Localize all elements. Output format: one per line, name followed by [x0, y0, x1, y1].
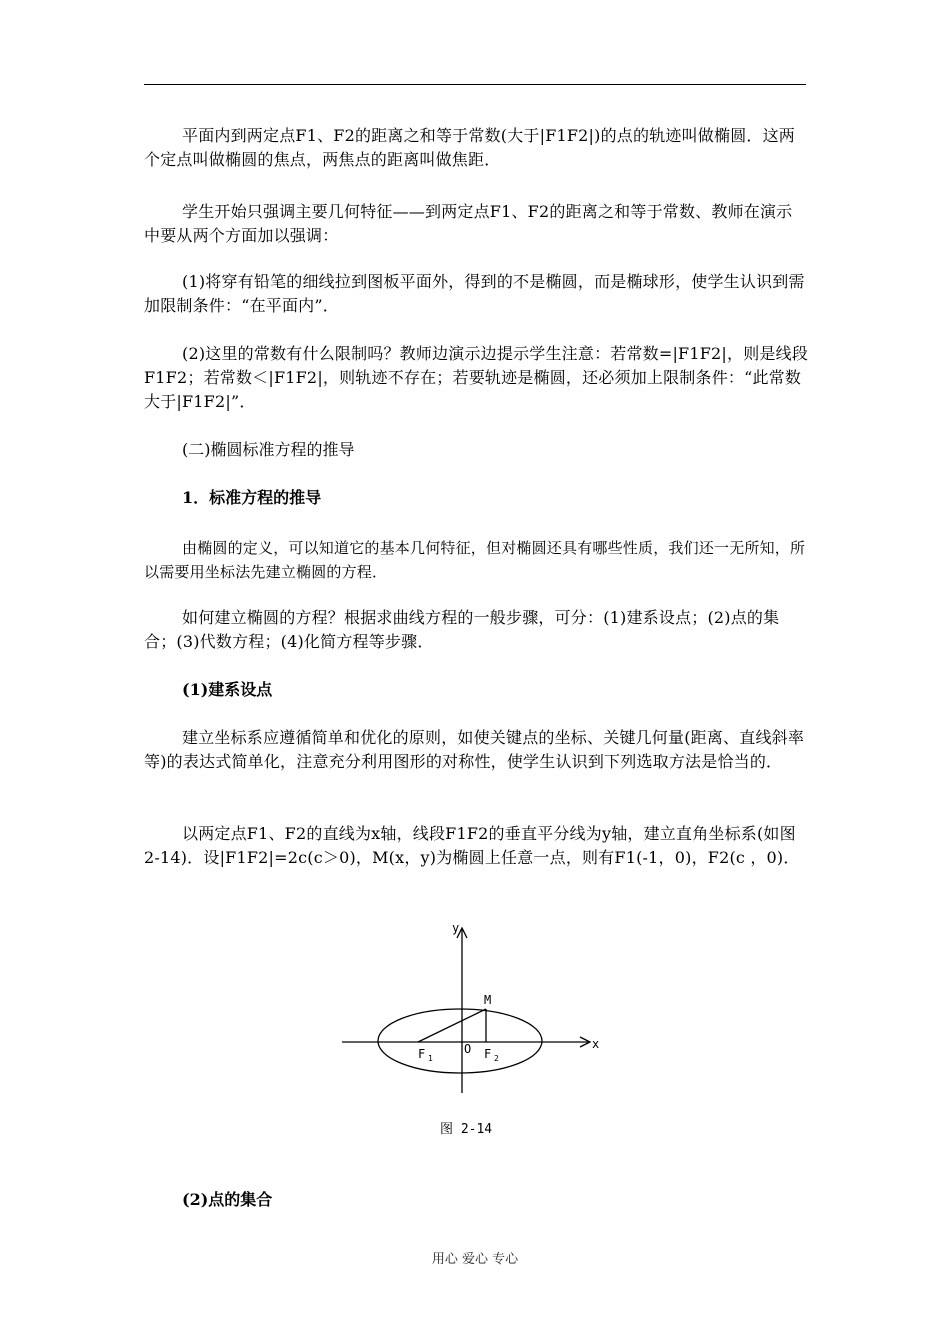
paragraph-student-emphasis: 学生开始只强调主要几何特征——到两定点F1、F2的距离之和等于常数、教师在演示中要从两个方面加以强调：	[144, 202, 793, 245]
paragraph-condition-1: (1)将穿有铅笔的细线拉到图板平面外，得到的不是椭圆，而是椭球形，使学生认识到需加限制条件：“在平面内”．	[144, 272, 805, 315]
header-rule	[144, 84, 806, 85]
label-M: M	[484, 993, 492, 1007]
paragraph-coordinate-principle: 建立坐标系应遵循简单和优化的原则，如使关键点的坐标、关键几何量(距离、直线斜率等)的表达式简单化，注意充分利用图形的对称性，使学生认识到下列选取方法是恰当的．	[144, 728, 805, 771]
ellipse-curve	[378, 1009, 542, 1073]
paragraph-definition: 平面内到两定点F1、F2的距离之和等于常数(大于|F1F2|)的点的轨迹叫做椭圆．这两个定点叫做椭圆的焦点，两焦点的距离叫做焦距．	[144, 126, 795, 169]
label-origin: O	[464, 1042, 472, 1056]
section-heading: (二)椭圆标准方程的推导	[182, 440, 355, 459]
page-footer: 用心 爱心 专心	[431, 1252, 519, 1267]
label-F2-sub: 2	[494, 1054, 499, 1063]
figure-caption: 图 2-14	[440, 1122, 493, 1137]
ellipse-diagram	[330, 918, 620, 1143]
label-F2: F	[484, 1047, 492, 1061]
paragraph-coordinate-method: 由椭圆的定义，可以知道它的基本几何特征，但对椭圆还具有哪些性质，我们还一无所知，所以需要用坐标法先建立椭圆的方程．	[144, 539, 806, 581]
segment-F1M	[418, 1009, 486, 1042]
step2-heading: (2)点的集合	[182, 1190, 273, 1209]
paragraph-steps: 如何建立椭圆的方程？根据求曲线方程的一般步骤，可分：(1)建系设点；(2)点的集合；(3)代数方程；(4)化简方程等步骤．	[144, 608, 780, 651]
paragraph-coordinate-setup: 以两定点F1、F2的直线为x轴，线段F1F2的垂直平分线为y轴，建立直角坐标系(如图2-14)．设|F1F2|=2c(c＞0)，M(x，y)为椭圆上任意一点，则有F1(-1，0)，F2(c ，0)．	[144, 824, 800, 867]
step1-heading: (1)建系设点	[182, 680, 273, 699]
label-y: y	[452, 921, 460, 935]
label-F1: F	[418, 1047, 426, 1061]
paragraph-condition-2: (2)这里的常数有什么限制吗？教师边演示边提示学生注意：若常数=|F1F2|，则是线段F1F2；若常数＜|F1F2|，则轨迹不存在；若要轨迹是椭圆，还必须加上限制条件：“此常数大于|F1F2|”．	[144, 344, 809, 411]
label-F1-sub: 1	[428, 1054, 433, 1063]
subsection-heading: 1．标准方程的推导	[182, 488, 322, 507]
label-x: x	[592, 1037, 600, 1051]
ellipse-figure	[330, 918, 620, 1143]
